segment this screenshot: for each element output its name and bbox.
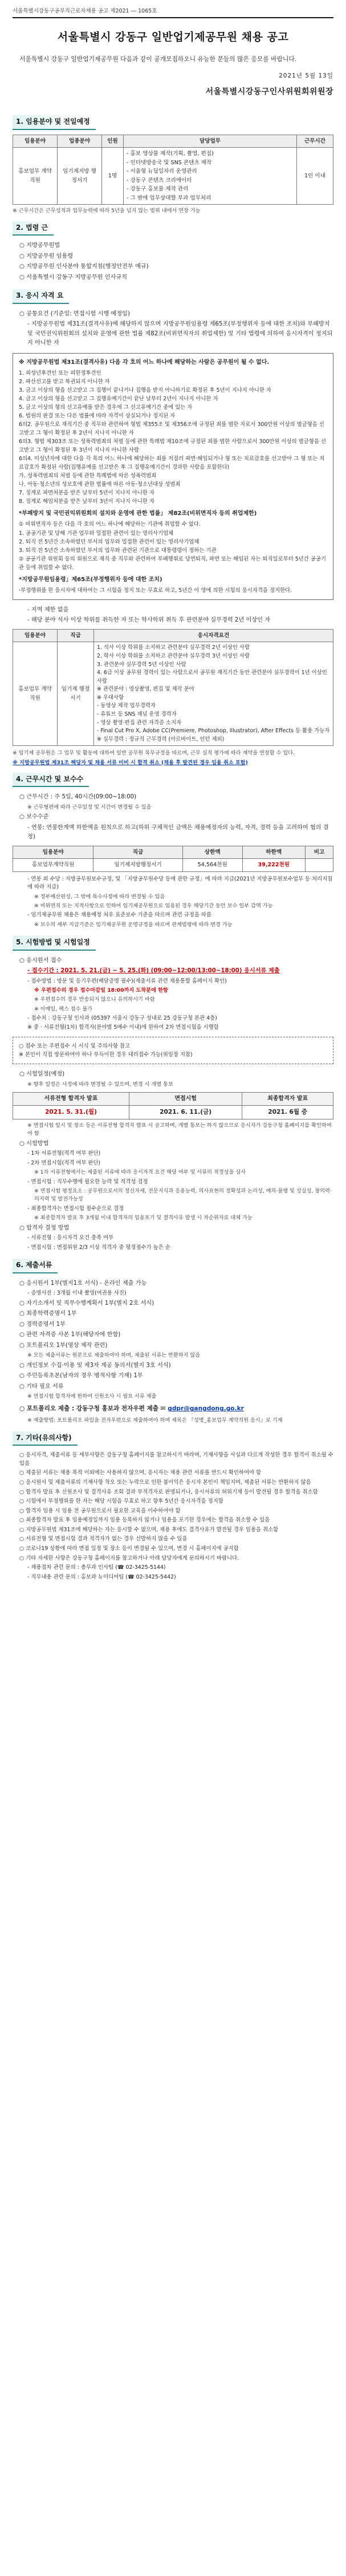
caution-item: ○ 합격자 발표 후 신원조사 및 결격사유 조회 결과 부적격자로 판명되거나, 응시서류의 허위기재 등이 발견될 경우 합격을 취소함 <box>19 1488 318 1495</box>
anti-corruption-title: *부패방지 및 국민권익위원회의 설치와 운영에 관한 법률」 제82조(비위면직자 등의 취업제한) <box>19 510 257 517</box>
requirement-line: 4. 6급 이상 공무원 경력이 있는 사람으로서 공무원 재직기간 동안 관련분야 실무경력이 1년 이상인 사람 <box>97 670 327 684</box>
exam-item: ※ 우편접수의 경우 반송되지 않으니 유의하시기 바람 <box>34 996 155 1003</box>
requirement-line: - 동영상 제작 업무경력자 <box>97 703 156 709</box>
section-7-heading: 7. 기타(유의사항) <box>13 1431 78 1446</box>
document-item: ○ 경력증명서 1부 <box>19 1321 66 1328</box>
schedule-date: 2021. 6. 11.(금) <box>129 1106 242 1119</box>
pay-field: 홍보업무계약직원 <box>13 859 93 872</box>
work-item: - 연봉: 연봉한계액 하한액을 원칙으로 하고(하위 구체적인 금액은 채용예정자의 능력, 자격, 경력 등을 고려하여 협의 결정) <box>27 824 329 841</box>
document-item: - 증명사진 : 3개월 이내 촬영(여권용 사진) <box>27 1290 127 1297</box>
email-note: ※ 제출방법: 포트폴리오 파일을 전자우편으로 제출하여야 하며 제목은 『성명_홍보업무 계약직원 응시』로 기재 <box>27 1417 283 1423</box>
contact-line: - 직무내용 관련 문의 : 홍보과 뉴미디어팀 (☎ 02-3425-5442) <box>27 1573 176 1580</box>
position-count: 1명 <box>102 148 124 205</box>
requirement-line: - 유튜브 등 SNS 채널 운영 경력자 <box>97 711 177 717</box>
portfolio-submission <box>13 1404 333 1414</box>
caution-item: ○ 응시자격, 제출서류 등 세부사항은 강동구청 홈페이지를 참고하시기 바라며, 기재사항을 사실과 다르게 작성한 경우 합격이 취소될 수 있음 <box>19 1452 333 1467</box>
document-item: ○ 자기소개서 및 직무수행계획서 1부(별지 2호 서식) <box>19 1300 154 1307</box>
disqualification-line: 3. 금고 이상의 형을 선고받고 그 집행이 끝나거나 집행을 받지 아니하기로 확정된 후 5년이 지나지 아니한 자 <box>19 387 271 394</box>
pay-min: 39,222천원 <box>242 859 305 872</box>
gazette-header: 서울특별시강동구공무직근로자채용 공고 제2021 ― 1065호 <box>13 7 333 18</box>
document-item: ※ 면접시험 합격자에 한하여 신원조사 시 필요 서류 제출 <box>27 1393 157 1400</box>
anti-corruption-line: 2. 퇴직 전 5년간 소속하였던 부서의 업무와 밀접한 관련이 있는 영리사기업체 <box>19 538 200 545</box>
disqualification-line: 6의2. 공무원으로 재직기간 중 직무와 관련하여 형법 제355조 및 제356조에 규정된 죄를 범한 자로서 300만원 이상의 벌금형을 선고받고 그 형이 확정된 후 2년이 지나지 아니한 자 <box>19 421 324 437</box>
submission-notice-line: ○ 접수 또는 우편접수 시 서식 및 주의사항 참고 <box>19 1043 131 1050</box>
caution-item: ○ 서류전형 및 면접시험 결과 적격자가 없는 경우 선발하지 않을 수 있음 <box>19 1536 188 1543</box>
law-item: ○ 서울특별시 강동구 지방공무원 인사규칙 <box>19 274 128 281</box>
caution-item: ○ 합격자 임용 시 임용 전 공무원으로서 필요한 교육을 이수하여야 함 <box>19 1507 181 1514</box>
section-4-heading: 4. 근무시간 및 보수수 <box>13 773 89 787</box>
contact-line: - 채용절차 관련 문의 : 총무과 인사팀 (☎ 02-3425-5144) <box>27 1564 166 1571</box>
law-item: ○ 지방공무원법 <box>19 242 60 249</box>
disqualification-line: 2. 파산선고를 받고 복권되지 아니한 자 <box>19 378 110 385</box>
law-item: ○ 지방공무원 인사분야 통합지침(행정안전부 예규) <box>19 263 149 270</box>
submission-email-link[interactable]: gdpr@gangdong.go.kr <box>168 1405 244 1413</box>
section-2-heading: 2. 법령 근 <box>13 221 54 236</box>
requirement-line: 1. 석사 이상 학위를 소지하고 관련분야 실무경력 2년 이상인 사람 <box>97 644 250 651</box>
document-item: ○ 응시원서 1부(별지1호 서식) - 온라인 제출 가능 <box>19 1280 147 1287</box>
disqualification-line: 5. 금고 이상의 형의 선고유예를 받은 경우에 그 선고유예기간 중에 있는 자 <box>19 404 193 411</box>
exam-item: ※ 이메일, 팩스 접수 불가 <box>34 1005 93 1012</box>
document-item: ○ 개인정보 수집·이용 및 제3자 제공 동의서(별지 3호 서식) <box>19 1362 171 1369</box>
qualification-field: 홍보업무 계약직원 <box>13 642 58 746</box>
position-table-header: 담당업무 <box>124 135 297 148</box>
caution-item: ○ 제출된 서류는 채용 목적 이외에는 사용하지 않으며, 응시자는 채용 관련 서류를 반드시 확인하여야 함 <box>19 1470 262 1476</box>
notice-intro: 서울특별시 강동구 일반업기제공무원 다음과 같이 공개모집하오니 유능한 분들의 많은 응모를 바랍니다. <box>19 55 297 63</box>
duty-line: - 그 밖에 업무상대할 부과 업무처리 <box>127 194 211 201</box>
anti-corruption-line: 1. 공공기관 및 당해 기관 업무와 밀접한 관련이 있는 영리사기업체 <box>19 530 174 537</box>
document-item: ○ 관련 자격증 사본 1부(해당자에 한함) <box>19 1332 121 1338</box>
work-item: ※ 근무형편에 따라 근무일정 및 시간이 변경될 수 있음 <box>27 804 152 810</box>
requirement-line: ※ 실무경력 : 정규직 근무경력 (아르바이트, 인턴 제외) <box>97 736 225 743</box>
exam-item: - 접수처 : 강동구청 인사과 (05397 서울시 강동구 성내로 25 강동구청 본관 4층) <box>27 1015 217 1021</box>
position-table-header: 인원 <box>102 135 124 148</box>
caution-item: ○ 최종합격자 발표 후 임용예정일까지 임용 등록하지 않거나 임용을 포기한 경우에는 합격을 취소할 수 있음 <box>19 1517 270 1524</box>
pay-item: - 임기제공무원 채용은 채용예정 처우 표준보수 기준을 따르며 관련 규정을 따름 <box>27 912 211 919</box>
requirement-line: 3. 관련분야 실무경력 5년 이상인 사람 <box>97 661 186 668</box>
work-item: ○ 근무시간 : 주 5일, 40시간(09:00~18:00) <box>19 794 137 801</box>
duty-line: - 강동구 콘텐츠 크리에이터 <box>127 177 192 184</box>
qualification-table-header: 응시자격요건 <box>94 629 333 642</box>
disqualification-box-title: ※ 지방공무원법 제31조(결격사유) 다음 각 호의 어느 하나에 해당하는 사람은 공무원이 될 수 없다. <box>19 359 270 366</box>
position-table-header: 업종분야 <box>58 135 102 148</box>
pay-remark <box>305 859 333 872</box>
table-row <box>13 642 333 746</box>
schedule-header: 최종합격자 발표 <box>242 1092 333 1105</box>
caution-item: ○ 응시원서 및 제출서류의 기재사항 착오 또는 누락으로 인한 불이익은 응시자 본인이 책임지며, 제출된 서류는 반환하지 않음 <box>19 1479 311 1486</box>
disqualification-line: 8. 징계로 해임처분을 받은 날부터 3년이 지나지 아니한 자 <box>19 498 154 505</box>
document-item: ※ 모든 제출서류는 원본으로 제출하여야 하며, 제출된 서류는 반환하지 않음 <box>27 1352 201 1359</box>
table-row <box>13 859 333 872</box>
anti-corruption-line: ② 공공기관 위원회 등의 위원으로 재직 중 직무와 관련하여 부패행위로 당연퇴직, 파면 또는 해임된 자는 퇴직일로부터 5년간 공공기관 등에 취업할 수 없다. <box>19 555 326 571</box>
caution-item: ○ 지방공무원법 제31조에 해당하는 자는 응시할 수 없으며, 채용 후에도 결격사유가 발견될 경우 임용을 취소함 <box>19 1526 279 1533</box>
position-field: 홍보업무 계약직원 <box>13 148 58 205</box>
requirement-line: ※ 우대사항 <box>97 694 124 701</box>
position-table-header: 임용분야 <box>13 135 58 148</box>
disqualification-line: 7. 징계로 파면처분을 받은 날부터 5년이 지나지 아니한 자 <box>19 490 154 497</box>
qualification-extra: - 해당 분야 석사 이상 학위를 취득한 자 또는 학사학위 취득 후 관련분야 실무경력 2년 이상인 자 <box>27 617 271 624</box>
table-row <box>13 1106 333 1119</box>
exam-after: ※ 면접시험 일시 및 장소 등은 서류전형 합격자 발표 시 공고하며, 개별 통보는 하지 않으므로 응시자가 강동구청 홈페이지를 확인하여야 함 <box>27 1122 332 1137</box>
qualification-grade: 임기제 행정서기 <box>58 642 94 746</box>
portfolio-label: ○ 포트폴리오 제출 : 강동구청 홍보과 전자우편 제출 <box>19 1405 158 1413</box>
misconduct-line: ·부정행위를 한 응시자에 대하여는 그 시험을 정지 또는 무효로 하고, 5년간 이 영에 의한 시험의 응시자격을 정지한다. <box>19 587 292 594</box>
notice-date: 2021년 5월 13일 <box>279 72 333 79</box>
pay-grade: 임기제지방행정서기 <box>93 859 183 872</box>
document-item: ○ 주민등록초본(남자의 경우 병적사항 기재) 1부 <box>19 1373 143 1380</box>
pay-table-header: 비고 <box>305 846 333 859</box>
schedule-date: 2021. 6월 중 <box>242 1106 333 1119</box>
section-3-note: ※ 임기제 공무원은 그 업무 및 활동에 대하여 일반 공무원 복무규정을 따르며, 근무 실적 평가에 따라 계약을 연장할 수 있다. <box>13 750 295 757</box>
pay-table-header: 임용분야 <box>13 846 93 859</box>
pay-table-header: 하한액 <box>242 846 305 859</box>
duty-line: - 강동구 홍보물 제작 관리 <box>127 186 189 193</box>
qualification-extra: - 지역 제한 없음 <box>27 606 69 613</box>
position-grade: 임기제지방 행정서기 <box>58 148 102 205</box>
duty-line: - 홍보 영상물 제작(기획, 촬영, 편집) <box>127 151 214 157</box>
exam-item: ※ 우편접수의 경우 접수마감일 18:00까지 도착분에 한함 <box>34 987 168 994</box>
disqualification-box <box>13 353 333 600</box>
pay-item: ※ 비위면직 또는 지적사항으로 인하여 임기제공무원으로 임용된 경우 해당기간 동안 보수 일부 감액 가능 <box>34 903 273 909</box>
schedule-header: 서류전형 합격자 발표 <box>13 1092 129 1105</box>
exam-after: ※ 최종합격자 발표 후 3개월 이내 합격자의 임용포기 및 결격사유 발생 시 차순위자로 대체 가능 <box>34 1215 253 1222</box>
disqualification-line: 4. 금고 이상의 형을 선고받고 그 집행유예기간이 끝난 날부터 2년이 지나지 아니한 자 <box>19 395 218 402</box>
exam-after: ○ 시험방법 <box>19 1140 49 1147</box>
exam-period: - 접수기간 : 2021. 5. 21.(금) ~ 5. 25.(화) (09:00~12:00/13:00~18:00) 응시서류 제출 <box>27 968 280 975</box>
exam-after: - 면접시험 : 면접위원 2/3 이상 적격자 중 평정점수가 높은 순 <box>27 1244 170 1251</box>
document-item: ○ 포트폴리오 1부(영상 제작 관련) <box>19 1342 108 1349</box>
pay-table-header: 직급 <box>93 846 183 859</box>
disqualification-line: 1. 피성년후견인 또는 피한정후견인 <box>19 370 101 376</box>
caution-item: ○ 코로나19 상황에 따라 면접 일정 및 장소 등이 변경될 수 있으며, 변경 시 홈페이지에 공지함 <box>19 1545 239 1552</box>
anti-corruption-line: ① 비위면직자 등은 다음 각 호의 어느 하나에 해당하는 기관에 취업할 수 없다. <box>19 521 201 528</box>
pay-max: 54,564천원 <box>182 859 242 872</box>
section-3-heading: 3. 응시 자격 요 <box>13 289 69 303</box>
section-3-highlight: ※ 지방공무원법 제31조 해당자 및 채용 서류 미비 시 합격 취소 (채용 후 발견된 경우 임용 취소 포함) <box>13 759 248 766</box>
qualification-table-header: 직급 <box>58 629 94 642</box>
pay-item: - 연봉 외 수당 : 지방공무원보수규정, 및 「지방공무원수당 등에 관한 규정」에 따라 지급(2021년 지방공무원보수업무 등 처리지침에 따라 지급) <box>27 875 333 891</box>
exam-after: - 서류전형 : 응시자격 요건 충족 여부 <box>27 1235 114 1242</box>
exam-after: - 1차 서류전형(적격 여부 판단) <box>27 1150 101 1157</box>
section-6-heading: 6. 제출서류 <box>13 1259 58 1273</box>
law-item: ○ 지방공무원 임용령 <box>19 253 74 259</box>
requirement-line: ※ 관련분야 : 영상촬영, 편집 및 제작 분야 <box>97 686 194 693</box>
pay-item: ※ 보수의 세부 지급기준은 임기제공무원 운영규정을 따르며 관계법령에 따라 변경 가능 <box>34 921 233 928</box>
qualification-table-header: 임용분야 <box>13 629 58 642</box>
exam-after: - 면접시험 : 직무수행에 필요한 능력 및 적격성 검정 <box>27 1178 148 1185</box>
caution-item: ○ 시험에서 부정행위를 한 자는 해당 시험을 무효로 하고 향후 5년간 응시자격을 정지함 <box>19 1498 223 1505</box>
notice-title: 서울특별시 강동구 일반업기제공무원 채용 공고 <box>57 31 289 44</box>
section-5-heading: 5. 시험방법 및 시험일정 <box>13 936 96 950</box>
schedule-title: ○ 시험일정(예정) <box>19 1071 65 1078</box>
anti-corruption-line: 3. 퇴직 전 5년간 소속하였던 부서의 업무와 관련된 기관으로 대통령령이 정하는 기관 <box>19 547 217 554</box>
duty-line: - 서울형 뉴딜일자리 운영관리 <box>127 168 197 175</box>
qualification-requirements <box>94 642 333 746</box>
qualification-item: ○ 공통요건 (기준일: 면접시험 시행 예정일) <box>19 310 130 317</box>
requirement-line: - 영상 촬영·편집 관련 자격증 소지자 <box>97 719 182 726</box>
caution-item: ○ 기타 자세한 사항은 강동구청 홈페이지를 참고하거나 아래 담당자에게 문의하시기 바랍니다. <box>19 1555 239 1561</box>
pay-item: ※ 정부예산편성, 그 밖에 특수사정에 따라 변경될 수 있음 <box>34 893 165 900</box>
requirement-line: 2. 학사 이상 학위를 소지하고 관련분야 실무경력 3년 이상인 사람 <box>97 652 250 659</box>
document-item: ○ 최종학력증명서 1부 <box>19 1311 77 1317</box>
mail-icon: ✉ <box>160 1405 166 1413</box>
exam-after: ※ 면접시험 평정요소 : 공무원으로서의 정신자세, 전문지식과 응용능력, 의사표현의 정확성과 논리성, 예의·품행 및 성실성, 창의력·의지력 및 발전가능성 <box>34 1188 332 1203</box>
exam-item: ○ 응시원서 접수 <box>19 957 62 964</box>
disqualification-line: 가. 성폭력범죄의 처벌 등에 관한 특례법에 따른 성폭력범죄 <box>19 473 157 480</box>
position-table-header: 근무시간 <box>297 135 333 148</box>
qualification-item: - 지방공무원법 제31조(결격사유)에 해당하지 않으며 지방공무원임용령 제65조(부정행위자 등에 대한 조치)와 부패방지 및 국민권익위원회의 설치와 운영에 관한 법률 제82조(비위면직자의 취업제한) 및 기타 법령에 의하여 응시자격이 정지되지 아니한 자 <box>27 321 333 347</box>
position-duties <box>124 148 297 205</box>
requirement-line: - Final Cut Pro X, Adobe CC(Premiere, Photoshop, Illustrator), After Effects 등 활용 가능자 <box>97 728 330 735</box>
schedule-date: 2021. 5. 31.(월) <box>13 1106 129 1119</box>
section-1-note: ※ 근무시간은 근무성적과 업무능력에 따라 5년을 넘지 않는 범위 내에서 연장 가능 <box>13 208 201 214</box>
document-item: ○ 기타 필요 서류 <box>19 1383 64 1390</box>
pay-table <box>13 846 333 872</box>
submission-notice-line: ※ 본인이 직접 방문하여야 하나 부득이한 경우 대리접수 가능(위임장 지참) <box>19 1052 193 1058</box>
exam-after: ※ 1차 서류전형에서는 제출된 서류에 따라 응시자격 요건 해당 여부 및 서류의 적정성을 심사 <box>34 1169 246 1176</box>
position-hours: 1인 이내 <box>297 148 333 205</box>
schedule-header: 면접시험 <box>129 1092 242 1105</box>
section-1-heading: 1. 임용분야 및 전일예정 <box>13 115 96 129</box>
misconduct-title: *지방공무원임용령」제65조(부정행위자 등에 대한 조치) <box>19 576 162 583</box>
disqualification-line: 나. 아동·청소년의 성보호에 관한 법률에 따른 아동·청소년대상 성범죄 <box>19 481 181 488</box>
exam-item: ※ 중 · 서류전형(1차) 합격자(분야별 5배수 이내)에 한하여 2차 면접시험을 시행함 <box>27 1024 219 1031</box>
disqualification-line: 6의4. 미성년자에 대한 다음 각 목의 어느 하나에 해당하는 죄를 저질러 파면·해임되거나 형 또는 치료감호를 선고받아 그 형 또는 치료감호가 확정된 사람(집행유예를 선고받은 후 그 집행유예기간이 경과한 사람을 포함한다) <box>19 456 325 471</box>
disqualification-line: 6의3. 형법 제303조 또는 성폭력범죄의 처벌 등에 관한 특례법 제10조에 규정된 죄를 범한 사람으로서 300만원 이상의 벌금형을 선고받고 그 형이 확정된 후 3년이 지나지 아니한 사람 <box>19 439 326 454</box>
table-row <box>13 148 333 205</box>
schedule-note: ※ 향후 일정은 사정에 따라 변경될 수 있으며, 변경 시 개별 통보 <box>27 1081 173 1088</box>
exam-after: - 2차 면접시험(적격 여부 판단) <box>27 1159 101 1166</box>
duty-line: - 인터넷방송국 및 SNS 콘텐츠 제작 <box>127 159 212 166</box>
pay-table-header: 상한액 <box>182 846 242 859</box>
exam-after: ○ 합격자 결정 방법 <box>19 1224 70 1231</box>
submission-notice-box <box>13 1037 333 1064</box>
schedule-table <box>13 1092 333 1119</box>
disqualification-line: 6. 법원의 판결 또는 다른 법률에 따라 자격이 상실되거나 정지된 자 <box>19 412 176 419</box>
exam-after: - 최종합격자는 면접시험 점수순으로 결정 <box>27 1205 124 1212</box>
work-item: ○ 보수수준 <box>19 813 49 820</box>
position-table <box>13 135 333 205</box>
qualification-table <box>13 629 333 746</box>
exam-item: - 접수방법 : 방문 및 등기우편(배달증명 필수)(제출서류 관련 채용통합 홈페이지 확인) <box>27 977 227 984</box>
issuing-agency: 서울특별시강동구인사위원회위원장 <box>205 87 333 96</box>
